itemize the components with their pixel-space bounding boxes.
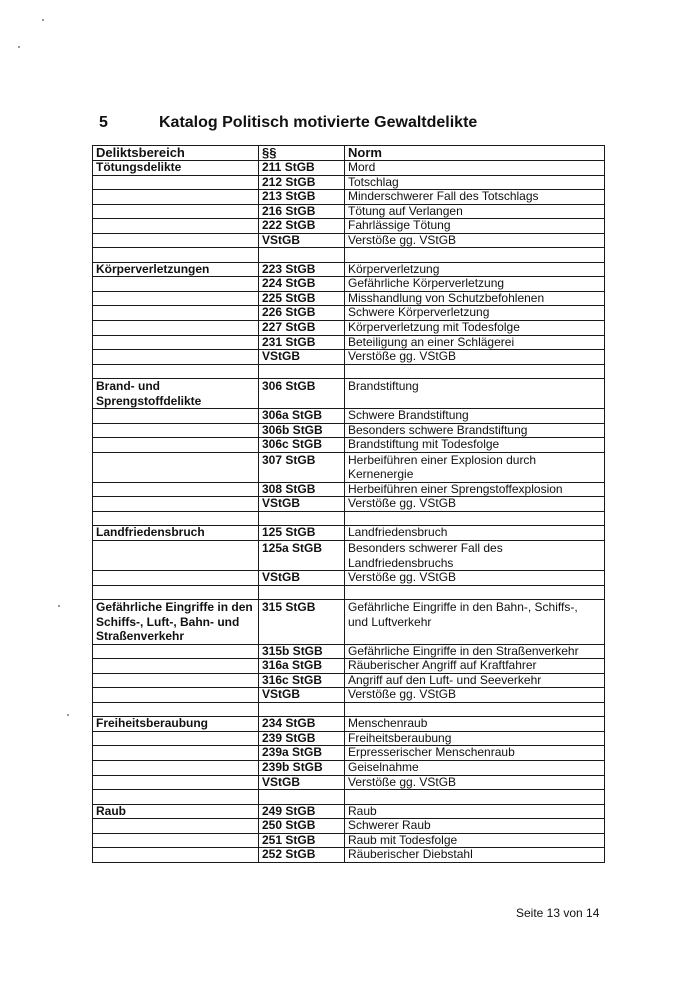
- table-row: [93, 585, 605, 600]
- page-number: Seite 13 von 14: [516, 906, 600, 920]
- norm-cell: Misshandlung von Schutzbefohlenen: [345, 291, 605, 306]
- paragraph-cell: 316c StGB: [259, 673, 345, 688]
- deliktsbereich-cell: [93, 438, 259, 453]
- paragraph-cell: 212 StGB: [259, 175, 345, 190]
- deliktsbereich-cell: Raub: [93, 804, 259, 819]
- norm-cell: [345, 702, 605, 717]
- section-title: Katalog Politisch motivierte Gewaltdelikte: [159, 114, 478, 131]
- norm-cell: Erpresserischer Menschenraub: [345, 746, 605, 761]
- paragraph-cell: 306 StGB: [259, 379, 345, 409]
- norm-cell: Körperverletzung mit Todesfolge: [345, 321, 605, 336]
- table-row: [93, 833, 605, 848]
- deliktsbereich-cell: [93, 688, 259, 703]
- table-row: [93, 233, 605, 248]
- paragraph-cell: 250 StGB: [259, 819, 345, 834]
- norm-cell: Gefährliche Eingriffe in den Bahn-, Schiffs-, und Luftverkehr: [345, 600, 605, 645]
- table-row: [93, 190, 605, 205]
- table-row: [93, 175, 605, 190]
- norm-cell: [345, 364, 605, 379]
- norm-cell: Körperverletzung: [345, 262, 605, 277]
- paragraph-cell: 227 StGB: [259, 321, 345, 336]
- norm-cell: Besonders schwere Brandstiftung: [345, 423, 605, 438]
- deliktsbereich-cell: [93, 175, 259, 190]
- norm-cell: Räuberischer Angriff auf Kraftfahrer: [345, 659, 605, 674]
- table-body: [93, 146, 605, 863]
- paragraph-cell: 223 StGB: [259, 262, 345, 277]
- header-deliktsbereich: Deliktsbereich: [93, 146, 259, 161]
- table-row: [93, 219, 605, 234]
- deliktsbereich-cell: [93, 190, 259, 205]
- scan-speck: [58, 605, 60, 607]
- deliktsbereich-cell: [93, 833, 259, 848]
- paragraph-cell: 125 StGB: [259, 526, 345, 541]
- paragraph-cell: 225 StGB: [259, 291, 345, 306]
- table-row: [93, 761, 605, 776]
- paragraph-cell: VStGB: [259, 233, 345, 248]
- norm-cell: Geiselnahme: [345, 761, 605, 776]
- section-number: 5: [99, 114, 108, 131]
- table-row: [93, 511, 605, 526]
- paragraph-cell: 222 StGB: [259, 219, 345, 234]
- paragraph-cell: 239 StGB: [259, 731, 345, 746]
- paragraph-cell: VStGB: [259, 688, 345, 703]
- norm-cell: Schwerer Raub: [345, 819, 605, 834]
- table-row: [93, 659, 605, 674]
- table-row: [93, 775, 605, 790]
- paragraph-cell: 306b StGB: [259, 423, 345, 438]
- deliktsbereich-cell: [93, 306, 259, 321]
- norm-cell: [345, 511, 605, 526]
- table-row: [93, 717, 605, 732]
- deliktsbereich-cell: [93, 541, 259, 571]
- deliktsbereich-cell: [93, 702, 259, 717]
- paragraph-cell: 249 StGB: [259, 804, 345, 819]
- norm-cell: Brandstiftung mit Todesfolge: [345, 438, 605, 453]
- norm-cell: Raub: [345, 804, 605, 819]
- table-row: [93, 350, 605, 365]
- norm-cell: Minderschwerer Fall des Totschlags: [345, 190, 605, 205]
- norm-cell: Verstöße gg. VStGB: [345, 775, 605, 790]
- deliktsbereich-cell: [93, 409, 259, 424]
- scan-speck: [18, 46, 20, 48]
- deliktsbereich-cell: [93, 291, 259, 306]
- deliktsbereich-cell: [93, 731, 259, 746]
- norm-cell: Herbeiführen einer Explosion durch Kernenergie: [345, 452, 605, 482]
- deliktsbereich-cell: Brand- und Sprengstoffdelikte: [93, 379, 259, 409]
- deliktsbereich-cell: [93, 335, 259, 350]
- paragraph-cell: [259, 248, 345, 263]
- paragraph-cell: VStGB: [259, 350, 345, 365]
- deliktsbereich-cell: [93, 233, 259, 248]
- paragraph-cell: 239a StGB: [259, 746, 345, 761]
- norm-cell: Freiheitsberaubung: [345, 731, 605, 746]
- table-row: [93, 409, 605, 424]
- table-row: [93, 161, 605, 176]
- table-row: [93, 848, 605, 863]
- section-heading: [99, 114, 477, 132]
- deliktsbereich-cell: [93, 423, 259, 438]
- norm-cell: Verstöße gg. VStGB: [345, 571, 605, 586]
- paragraph-cell: [259, 511, 345, 526]
- paragraph-cell: 224 StGB: [259, 277, 345, 292]
- norm-cell: Beteiligung an einer Schlägerei: [345, 335, 605, 350]
- table-header-row: [93, 146, 605, 161]
- deliktsbereich-cell: [93, 219, 259, 234]
- paragraph-cell: 307 StGB: [259, 452, 345, 482]
- norm-cell: Gefährliche Eingriffe in den Straßenverkehr: [345, 644, 605, 659]
- table-row: [93, 277, 605, 292]
- deliktsbereich-cell: [93, 819, 259, 834]
- table-row: [93, 804, 605, 819]
- table-row: [93, 571, 605, 586]
- table-row: [93, 452, 605, 482]
- table-row: [93, 819, 605, 834]
- table-row: [93, 291, 605, 306]
- deliktsbereich-cell: [93, 644, 259, 659]
- norm-cell: Räuberischer Diebstahl: [345, 848, 605, 863]
- paragraph-cell: 315b StGB: [259, 644, 345, 659]
- paragraph-cell: [259, 585, 345, 600]
- paragraph-cell: 251 StGB: [259, 833, 345, 848]
- norm-cell: Totschlag: [345, 175, 605, 190]
- deliktsbereich-cell: [93, 761, 259, 776]
- norm-cell: Mord: [345, 161, 605, 176]
- deliktsbereich-cell: Tötungsdelikte: [93, 161, 259, 176]
- paragraph-cell: VStGB: [259, 497, 345, 512]
- table-row: [93, 423, 605, 438]
- deliktsbereich-cell: [93, 204, 259, 219]
- norm-cell: [345, 585, 605, 600]
- paragraph-cell: 211 StGB: [259, 161, 345, 176]
- table-row: [93, 702, 605, 717]
- paragraph-cell: VStGB: [259, 571, 345, 586]
- paragraph-cell: 213 StGB: [259, 190, 345, 205]
- table-row: [93, 790, 605, 805]
- paragraph-cell: 252 StGB: [259, 848, 345, 863]
- deliktsbereich-cell: [93, 746, 259, 761]
- norm-cell: Schwere Körperverletzung: [345, 306, 605, 321]
- paragraph-cell: 315 StGB: [259, 600, 345, 645]
- table-row: [93, 335, 605, 350]
- offense-catalog-table: [92, 145, 605, 863]
- paragraph-cell: 125a StGB: [259, 541, 345, 571]
- table-row: [93, 379, 605, 409]
- norm-cell: Herbeiführen einer Sprengstoffexplosion: [345, 482, 605, 497]
- norm-cell: Brandstiftung: [345, 379, 605, 409]
- norm-cell: Verstöße gg. VStGB: [345, 350, 605, 365]
- table-row: [93, 248, 605, 263]
- header-norm: Norm: [345, 146, 605, 161]
- deliktsbereich-cell: [93, 571, 259, 586]
- deliktsbereich-cell: [93, 482, 259, 497]
- table-row: [93, 306, 605, 321]
- paragraph-cell: 226 StGB: [259, 306, 345, 321]
- scan-speck: [67, 714, 69, 716]
- table-row: [93, 673, 605, 688]
- paragraph-cell: [259, 790, 345, 805]
- paragraph-cell: 231 StGB: [259, 335, 345, 350]
- deliktsbereich-cell: [93, 848, 259, 863]
- deliktsbereich-cell: [93, 364, 259, 379]
- table-row: [93, 364, 605, 379]
- table-row: [93, 600, 605, 645]
- deliktsbereich-cell: [93, 277, 259, 292]
- deliktsbereich-cell: [93, 790, 259, 805]
- norm-cell: Besonders schwerer Fall des Landfriedensbruchs: [345, 541, 605, 571]
- table-row: [93, 262, 605, 277]
- scan-speck: [42, 19, 44, 21]
- table-row: [93, 688, 605, 703]
- deliktsbereich-cell: Gefährliche Eingriffe in den Schiffs-, Luft-, Bahn- und Straßenverkehr: [93, 600, 259, 645]
- table-row: [93, 644, 605, 659]
- table-row: [93, 526, 605, 541]
- norm-cell: [345, 248, 605, 263]
- paragraph-cell: 234 StGB: [259, 717, 345, 732]
- table-row: [93, 731, 605, 746]
- norm-cell: Verstöße gg. VStGB: [345, 497, 605, 512]
- paragraph-cell: [259, 702, 345, 717]
- norm-cell: Verstöße gg. VStGB: [345, 688, 605, 703]
- paragraph-cell: [259, 364, 345, 379]
- table-row: [93, 482, 605, 497]
- table-row: [93, 497, 605, 512]
- norm-cell: Fahrlässige Tötung: [345, 219, 605, 234]
- norm-cell: Verstöße gg. VStGB: [345, 233, 605, 248]
- deliktsbereich-cell: [93, 497, 259, 512]
- deliktsbereich-cell: Freiheitsberaubung: [93, 717, 259, 732]
- table-row: [93, 204, 605, 219]
- norm-cell: [345, 790, 605, 805]
- paragraph-cell: 306c StGB: [259, 438, 345, 453]
- norm-cell: Tötung auf Verlangen: [345, 204, 605, 219]
- norm-cell: Menschenraub: [345, 717, 605, 732]
- paragraph-cell: 306a StGB: [259, 409, 345, 424]
- deliktsbereich-cell: Körperverletzungen: [93, 262, 259, 277]
- table-row: [93, 321, 605, 336]
- deliktsbereich-cell: [93, 585, 259, 600]
- deliktsbereich-cell: [93, 452, 259, 482]
- paragraph-cell: 216 StGB: [259, 204, 345, 219]
- norm-cell: Gefährliche Körperverletzung: [345, 277, 605, 292]
- deliktsbereich-cell: [93, 659, 259, 674]
- paragraph-cell: VStGB: [259, 775, 345, 790]
- table-row: [93, 541, 605, 571]
- paragraph-cell: 239b StGB: [259, 761, 345, 776]
- paragraph-cell: 308 StGB: [259, 482, 345, 497]
- deliktsbereich-cell: [93, 248, 259, 263]
- paragraph-cell: 316a StGB: [259, 659, 345, 674]
- header-paragraphs: §§: [259, 146, 345, 161]
- norm-cell: Landfriedensbruch: [345, 526, 605, 541]
- deliktsbereich-cell: [93, 321, 259, 336]
- table-row: [93, 746, 605, 761]
- deliktsbereich-cell: [93, 350, 259, 365]
- deliktsbereich-cell: Landfriedensbruch: [93, 526, 259, 541]
- deliktsbereich-cell: [93, 673, 259, 688]
- norm-cell: Schwere Brandstiftung: [345, 409, 605, 424]
- deliktsbereich-cell: [93, 511, 259, 526]
- deliktsbereich-cell: [93, 775, 259, 790]
- norm-cell: Raub mit Todesfolge: [345, 833, 605, 848]
- table-row: [93, 438, 605, 453]
- norm-cell: Angriff auf den Luft- und Seeverkehr: [345, 673, 605, 688]
